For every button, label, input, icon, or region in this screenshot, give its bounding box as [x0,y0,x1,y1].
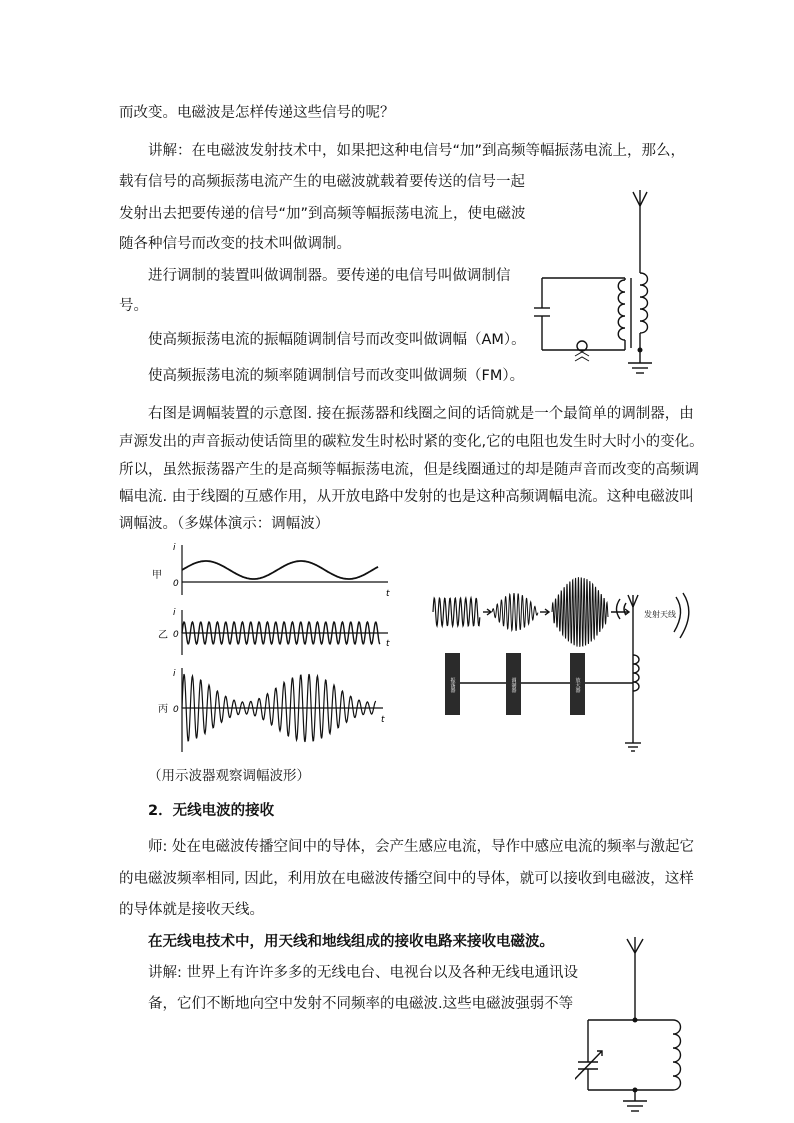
text-line: 声源发出的声音振动使话筒里的碳粒发生时松时紧的变化,它的电阻也发生时大时小的变化。 [119,434,704,450]
figure-caption: （用示波器观察调幅波形） [148,768,310,784]
label-yi: 乙 [158,630,168,641]
text-line: 讲解：在电磁波发射技术中，如果把这种电信号“加”到高频等幅振荡电流上，那么， [148,143,686,159]
text-line: 的导体就是接收天线。 [119,902,264,918]
axis-i-label: i [173,608,176,618]
text-line: 发射出去把要传递的信号“加”到高频等幅振荡电流上，使电磁波 [119,206,526,222]
text-line: 载有信号的高频振荡电流产生的电磁波就载着要传送的信号一起 [119,174,525,190]
text-line: 调幅波。（多媒体演示：调幅波） [119,516,330,532]
text-line: 使高频振荡电流的频率随调制信号而改变叫做调频（FM）。 [148,368,525,384]
modulator-label: 调制器 [510,677,517,693]
text-line: 的电磁波频率相同, 因此，利用放在电磁波传播空间中的导体，就可以接收到电磁波，这样 [119,871,694,887]
text-line: 使高频振荡电流的振幅随调制信号而改变叫做调幅（AM）。 [148,332,526,348]
label-bing: 丙 [158,704,168,715]
text-line: 进行调制的装置叫做调制器。要传递的电信号叫做调制信 [148,268,511,284]
transmitter-block-diagram [428,575,698,755]
text-line: 备，它们不断地向空中发射不同频率的电磁波.这些电磁波强弱不等 [148,996,574,1012]
amplified-signal-icon [552,577,608,647]
carrier-signal-icon [433,598,480,626]
text-line: 师: 处在电磁波传播空间中的导体，会产生感应电流，导作中感应电流的频率与激起它 [148,839,694,855]
text-line: 所以，虽然振荡器产生的是高频等幅振荡电流，但是线圈通过的却是随声音而改变的高频调 [119,462,699,478]
text-line: 右图是调幅装置的示意图. 接在振荡器和线圈之间的话筒就是一个最简单的调制器，由 [148,406,694,422]
oscillator-label: 振荡器 [449,677,456,693]
audio-waveform [182,561,378,579]
axis-t-label: t [381,715,385,725]
text-line: 幅电流. 由于线圈的互感作用，从开放电路中发射的也是这种高频调幅电流。这种电磁波叫 [119,489,694,505]
axis-i-label: i [173,543,176,553]
label-jia: 甲 [152,570,162,581]
axis-zero-label: 0 [173,630,179,640]
axis-zero-label: 0 [173,579,179,589]
axis-i-label: i [173,669,176,679]
text-line: 号。 [119,298,148,314]
section-heading: 2．无线电波的接收 [148,803,275,819]
axis-t-label: t [386,589,390,599]
text-line: 讲解: 世界上有许许多多的无线电台、电视台以及各种无线电通讯设 [148,965,578,981]
text-line: 而改变。电磁波是怎样传递这些信号的呢？ [119,105,395,121]
waveform-panel [148,540,398,760]
receiver-circuit-diagram [575,935,695,1115]
axis-t-label: t [386,639,390,649]
text-line: 在无线电技术中，用天线和地线组成的接收电路来接收电磁波。 [148,934,554,950]
modulator-circuit-diagram [520,188,680,388]
antenna-label: 发射天线 [644,610,676,619]
text-line: 随各种信号而改变的技术叫做调制。 [119,236,351,252]
amplifier-label: 放大器 [574,677,581,693]
audio-modulated-signal-icon [492,593,538,631]
axis-zero-label: 0 [173,705,179,715]
